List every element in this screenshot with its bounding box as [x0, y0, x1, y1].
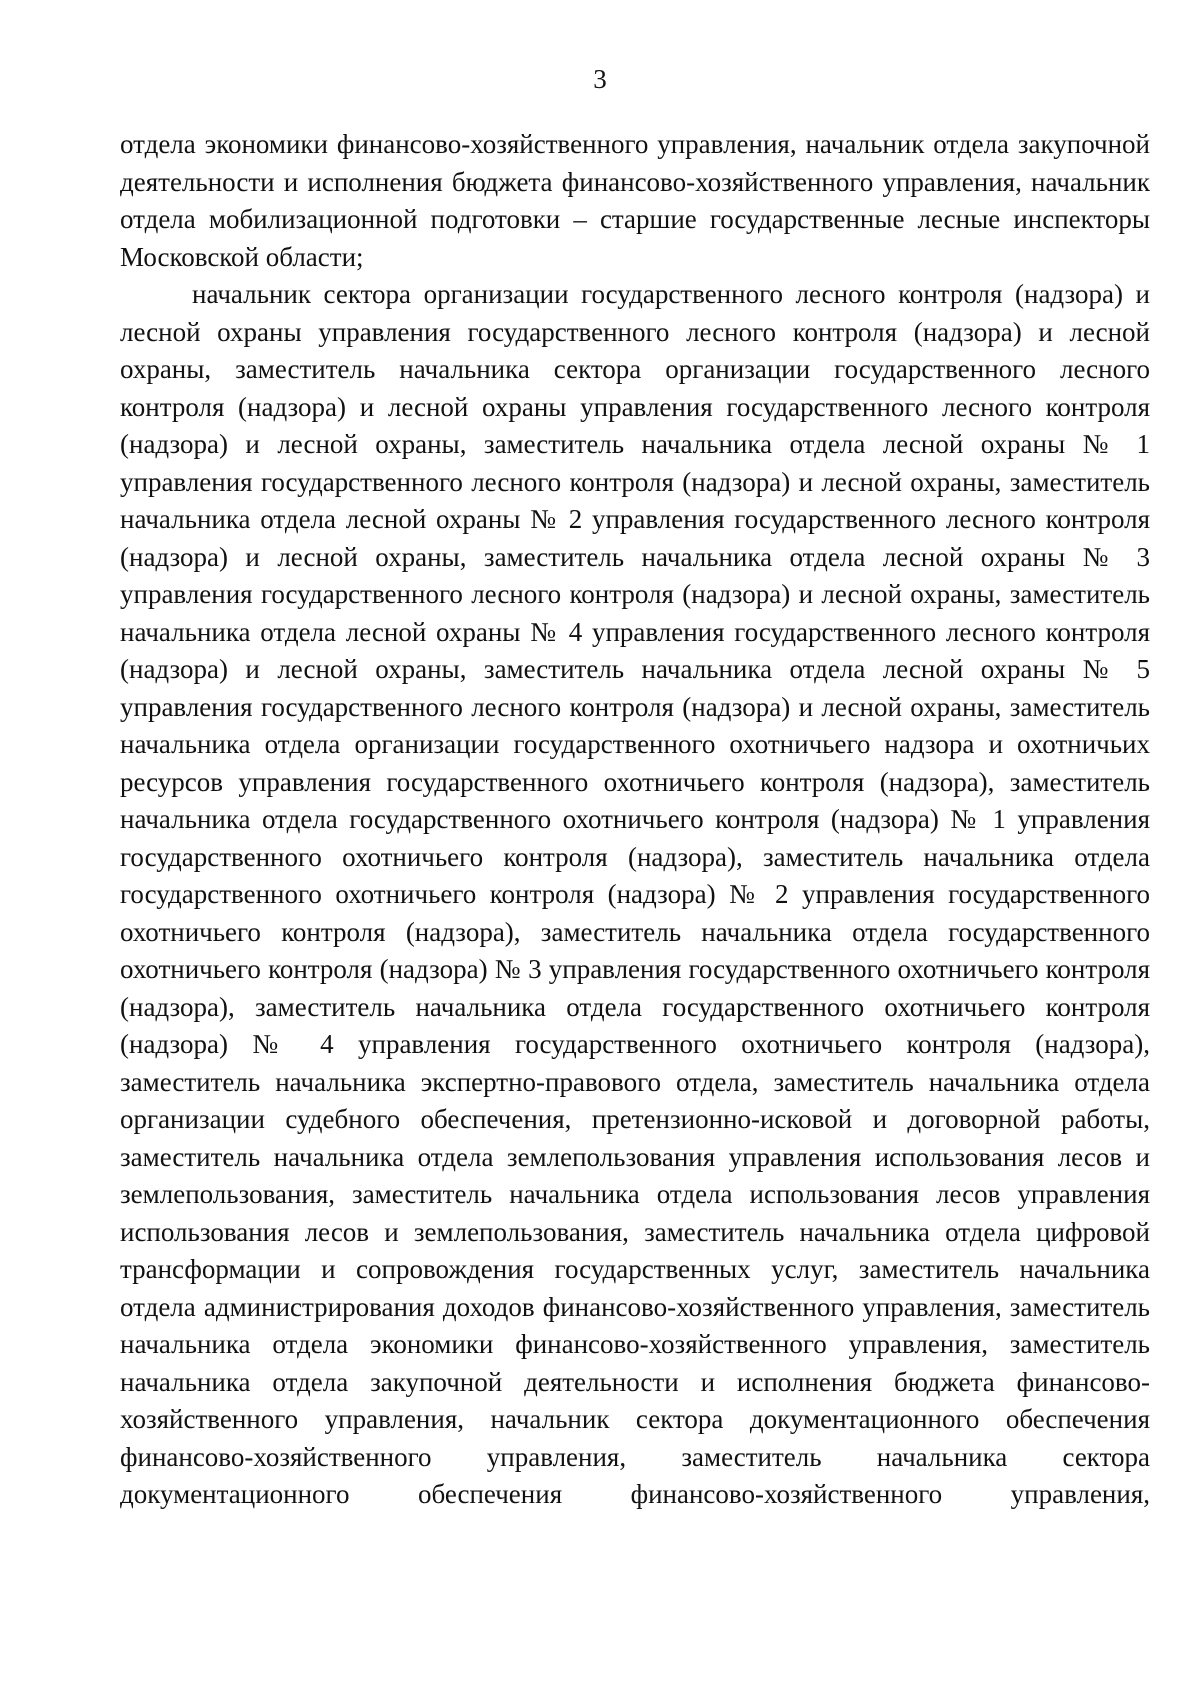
- document-body: [120, 126, 1150, 1514]
- page-number: 3: [593, 64, 607, 94]
- paragraph-officials-list: начальник сектора организации государственного лесного контроля (надзора) и лесной охраны управления государственного лесного контроля (надзора) и лесной охраны, заместитель начальника сектора организации государственного лесного контроля (надзора) и лесной охраны управления государственного лесного контроля (надзора) и лесной охраны, заместитель начальника отдела лесной охраны № 1 управления государственного лесного контроля (надзора) и лесной охраны, заместитель начальника отдела лесной охраны № 2 управления государственного лесного контроля (надзора) и лесной охраны, заместитель начальника отдела лесной охраны № 3 управления государственного лесного контроля (надзора) и лесной охраны, заместитель начальника отдела лесной охраны № 4 управления государственного лесного контроля (надзора) и лесной охраны, заместитель начальника отдела лесной охраны № 5 управления государственного лесного контроля (надзора) и лесной охраны, заместитель начальника отдела организации государственного охотничьего надзора и охотничьих ресурсов управления государственного охотничьего контроля (надзора), заместитель начальника отдела государственного охотничьего контроля (надзора) № 1 управления государственного охотничьего контроля (надзора), заместитель начальника отдела государственного охотничьего контроля (надзора) № 2 управления государственного охотничьего контроля (надзора), заместитель начальника отдела государственного охотничьего контроля (надзора) № 3 управления государственного охотничьего контроля (надзора), заместитель начальника отдела государственного охотничьего контроля (надзора) № 4 управления государственного охотничьего контроля (надзора), заместитель начальника экспертно-правового отдела, заместитель начальника отдела организации судебного обеспечения, претензионно-исковой и договорной работы, заместитель начальника отдела землепользования управления использования лесов и землепользования, заместитель начальника отдела использования лесов управления использования лесов и землепользования, заместитель начальника отдела цифровой трансформации и сопровождения государственных услуг, заместитель начальника отдела администрирования доходов финансово-хозяйственного управления, заместитель начальника отдела экономики финансово-хозяйственного управления, заместитель начальника отдела закупочной деятельности и исполнения бюджета финансово-хозяйственного управления, начальник сектора документационного обеспечения финансово-хозяйственного управления, заместитель начальника сектора документационного обеспечения финансово-хозяйственного управления,: [120, 279, 1150, 1509]
- paragraph-continuation: отдела экономики финансово-хозяйственного управления, начальник отдела закупочной деятельности и исполнения бюджета финансово-хозяйственного управления, начальник отдела мобилизационной подготовки – старшие государственные лесные инспекторы Московской области;: [120, 129, 1150, 272]
